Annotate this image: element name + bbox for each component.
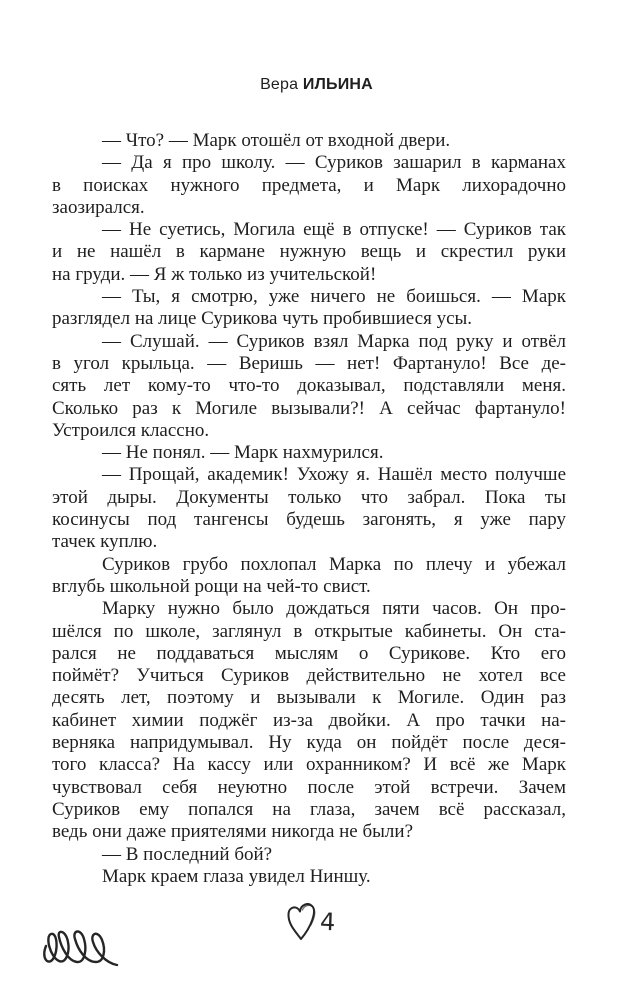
text-line: Суриков грубо похлопал Марка по плечу и убежал: [102, 553, 566, 575]
text-line: этой дыры. Документы только что забрал. Пока ты: [52, 486, 566, 508]
text-line: — В последний бой?: [102, 843, 273, 865]
text-line: того класса? На кассу или охранником? И всё же Марк: [52, 754, 566, 776]
text-line: Суриков ему попался на глаза, зачем всё рассказал,: [52, 798, 566, 820]
body-text: [52, 130, 566, 888]
text-line: заозирался.: [52, 196, 145, 218]
text-line: поймёт? Учиться Суриков действительно не хотел все: [52, 665, 566, 687]
text-line: Сколько раз к Могиле вызывали?! А сейчас фартануло!: [52, 397, 566, 419]
text-line: — Прощай, академик! Ухожу я. Нашёл место получше: [102, 464, 566, 486]
text-line: — Слушай. — Суриков взял Марка под руку и отвёл: [102, 330, 566, 352]
text-line: вглубь школьной рощи на чей-то свист.: [52, 575, 371, 597]
text-line: сять лет кому-то что-то доказывал, подставляли меня.: [52, 375, 566, 397]
text-line: — Что? — Марк отошёл от входной двери.: [102, 130, 451, 151]
author-first-name: Вера: [260, 76, 299, 93]
page-number: 4: [319, 907, 336, 937]
running-header: [0, 76, 633, 94]
text-line: — Не понял. — Марк нахмурился.: [102, 442, 384, 464]
text-line: разглядел на лице Сурикова чуть пробившиеся усы.: [52, 308, 473, 330]
text-line: в угол крыльца. — Веришь — нет! Фартануло! Все де-: [52, 352, 566, 374]
heart-doodle-icon: [285, 900, 319, 944]
author-last-name: ИЛЬИНА: [302, 76, 373, 93]
text-line: Марк краем глаза увидел Ниншу.: [102, 865, 371, 887]
text-line: Марку нужно было дождаться пяти часов. Он про-: [102, 598, 566, 620]
text-line: Устроился классно.: [52, 419, 210, 441]
scribble-doodle-icon: [40, 921, 130, 971]
text-line: чувствовал себя неуютно после этой встречи. Зачем: [52, 776, 566, 798]
text-line: рался не поддаваться мыслям о Сурикове. Кто его: [52, 642, 566, 664]
text-line: ведь они даже приятелями никогда не были?: [52, 821, 414, 843]
text-line: на груди. — Я ж только из учительской!: [52, 263, 377, 285]
text-line: косинусы под тангенсы будешь загонять, я уже пару: [52, 509, 566, 531]
text-line: верняка напридумывал. Ну куда он пойдёт после деся-: [52, 732, 566, 754]
text-line: и не нашёл в кармане нужную вещь и скрестил руки: [52, 241, 566, 263]
text-line: — Да я про школу. — Суриков зашарил в карманах: [102, 152, 566, 174]
text-line: — Ты, я смотрю, уже ничего не боишься. — Марк: [102, 286, 566, 308]
text-line: кабинет химии поджёг из-за двойки. А про тачки на-: [52, 709, 566, 731]
text-line: шёлся по школе, заглянул в открытые кабинеты. Он ста-: [52, 620, 566, 642]
text-line: тачек куплю.: [52, 531, 158, 553]
text-line: десять лет, поэтому и вызывали к Могиле. Один раз: [52, 687, 566, 709]
text-line: — Не суетись, Могила ещё в отпуске! — Суриков так: [102, 219, 566, 241]
text-line: в поисках нужного предмета, и Марк лихорадочно: [52, 174, 566, 196]
